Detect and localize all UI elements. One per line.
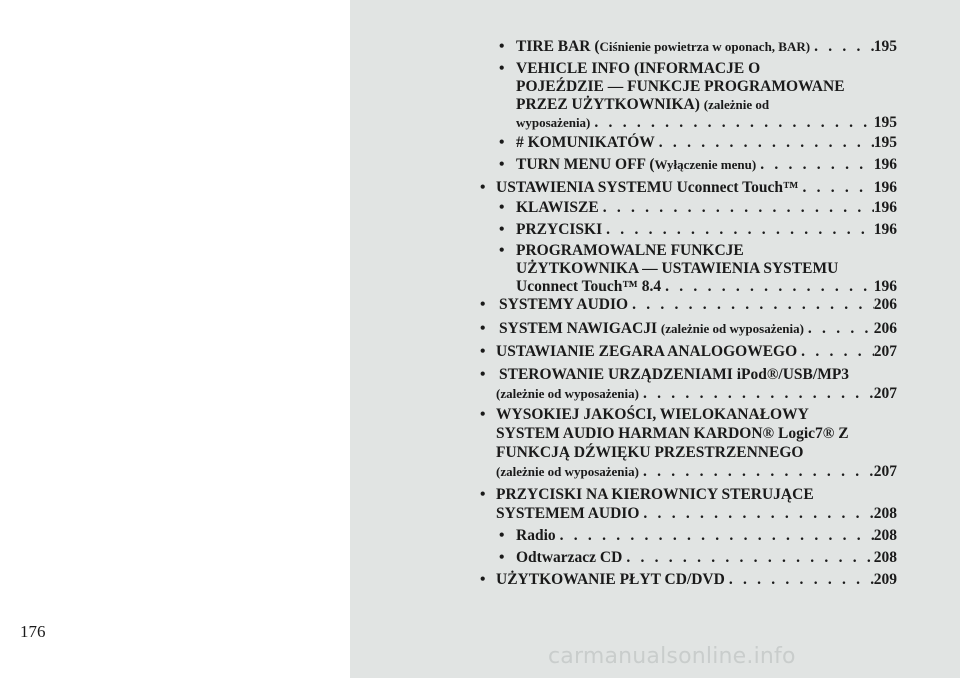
bullet: •: [499, 38, 505, 55]
bullet: •: [499, 527, 505, 544]
bullet: •: [480, 320, 486, 337]
entry-title-line: POJEŹDZIE — FUNKCJE PROGRAMOWANE: [516, 78, 845, 95]
dot-leader: [639, 384, 874, 403]
dot-leader: [804, 319, 874, 338]
entry-title-line: PRZYCISKI NA KIEROWNICY STERUJĄCE: [496, 486, 814, 503]
entry-title-line: WYSOKIEJ JAKOŚCI, WIELOKANAŁOWY: [496, 406, 809, 423]
bullet: •: [480, 486, 486, 503]
bullet: •: [499, 549, 505, 566]
dot-leader: [628, 295, 874, 314]
bullet: •: [480, 366, 486, 383]
entry-page: 209: [873, 571, 897, 588]
entry-title-line: SYSTEMEM AUDIO: [496, 505, 640, 522]
entry-title-line: (zależnie od wyposażenia): [496, 386, 639, 401]
watermark: carmanualsonline.info: [548, 644, 796, 669]
dot-leader: [599, 198, 874, 217]
dot-leader: [798, 178, 873, 197]
entry-title-line: (zależnie od wyposażenia): [496, 464, 639, 479]
entry-title: USTAWIENIA SYSTEMU Uconnect Touch™: [496, 179, 799, 196]
entry-title-line: PROGRAMOWALNE FUNKCJE: [516, 242, 744, 259]
entry-page: 196: [873, 156, 897, 173]
dot-leader: [590, 113, 873, 132]
bullet: •: [480, 343, 486, 360]
bullet: •: [499, 221, 505, 238]
dot-leader: [639, 462, 874, 481]
entry-page: 208: [873, 505, 897, 522]
entry-page: 196: [873, 278, 897, 295]
bullet: •: [499, 134, 505, 151]
entry-page: 195: [873, 134, 897, 151]
dot-leader: [797, 342, 874, 361]
dot-leader: [622, 548, 873, 567]
entry-page: 196: [873, 199, 897, 216]
bullet: •: [499, 60, 505, 77]
entry-title: SYSTEMY AUDIO: [499, 296, 629, 313]
entry-title: PRZYCISKI: [516, 221, 603, 238]
dot-leader: [661, 277, 874, 296]
entry-page: 206: [873, 296, 897, 313]
dot-leader: [556, 526, 874, 545]
bullet: •: [499, 199, 505, 216]
bullet: •: [499, 156, 505, 173]
entry-title-line: STEROWANIE URZĄDZENIAMI iPod®/USB/MP3: [499, 366, 850, 383]
left-page: [0, 0, 350, 678]
entry-title: USTAWIANIE ZEGARA ANALOGOWEGO: [496, 343, 798, 360]
entry-title: Radio: [516, 527, 556, 544]
bullet: •: [480, 406, 486, 423]
right-page: [350, 0, 960, 678]
entry-title-line: PRZEZ UŻYTKOWNIKA) (zależnie od: [516, 96, 770, 113]
dot-leader: [639, 504, 873, 523]
entry-title: KLAWISZE: [516, 199, 599, 216]
dot-leader: [756, 155, 874, 174]
entry-title: SYSTEM NAWIGACJI: [499, 320, 658, 337]
dot-leader: [602, 220, 874, 239]
entry-title: TURN MENU OFF (: [516, 156, 655, 173]
entry-page: 208: [873, 527, 897, 544]
dot-leader: [725, 570, 874, 589]
entry-title: TIRE BAR (: [516, 38, 600, 55]
entry-title: UŻYTKOWANIE PŁYT CD/DVD: [496, 571, 725, 588]
bullet: •: [499, 242, 505, 259]
bullet: •: [480, 179, 486, 196]
dot-leader: [655, 133, 874, 152]
entry-title-line: Uconnect Touch™ 8.4: [516, 278, 662, 295]
page-number: 176: [20, 622, 46, 641]
entry-page: 206: [873, 320, 897, 337]
entry-page: 196: [873, 179, 897, 196]
entry-title-line: UŻYTKOWNIKA — USTAWIENIA SYSTEMU: [516, 260, 839, 277]
entry-title-line: SYSTEM AUDIO HARMAN KARDON® Logic7® Z: [496, 425, 849, 442]
entry-title: # KOMUNIKATÓW: [516, 134, 655, 151]
entry-page: 207: [873, 343, 897, 360]
entry-title: Odtwarzacz CD: [516, 549, 623, 566]
entry-page: 196: [873, 221, 897, 238]
entry-title-line: VEHICLE INFO (INFORMACJE O: [516, 60, 761, 77]
entry-page: 195: [873, 38, 897, 55]
entry-title-line: FUNKCJĄ DŹWIĘKU PRZESTRZENNEGO: [496, 444, 804, 461]
entry-page: 207: [873, 385, 897, 402]
entry-title-note: Wyłączenie menu): [654, 157, 757, 172]
bullet: •: [480, 296, 486, 313]
entry-page: 207: [873, 463, 897, 480]
entry-title-note: Ciśnienie powietrza w oponach, BAR): [599, 39, 811, 54]
entry-title-line: wyposażenia): [516, 115, 591, 130]
entry-page: 195: [873, 114, 897, 131]
bullet: •: [480, 571, 486, 588]
entry-page: 208: [873, 549, 897, 566]
entry-title-note: (zależnie od wyposażenia): [660, 321, 804, 336]
dot-leader: [810, 37, 874, 56]
table-of-contents: [350, 0, 960, 678]
